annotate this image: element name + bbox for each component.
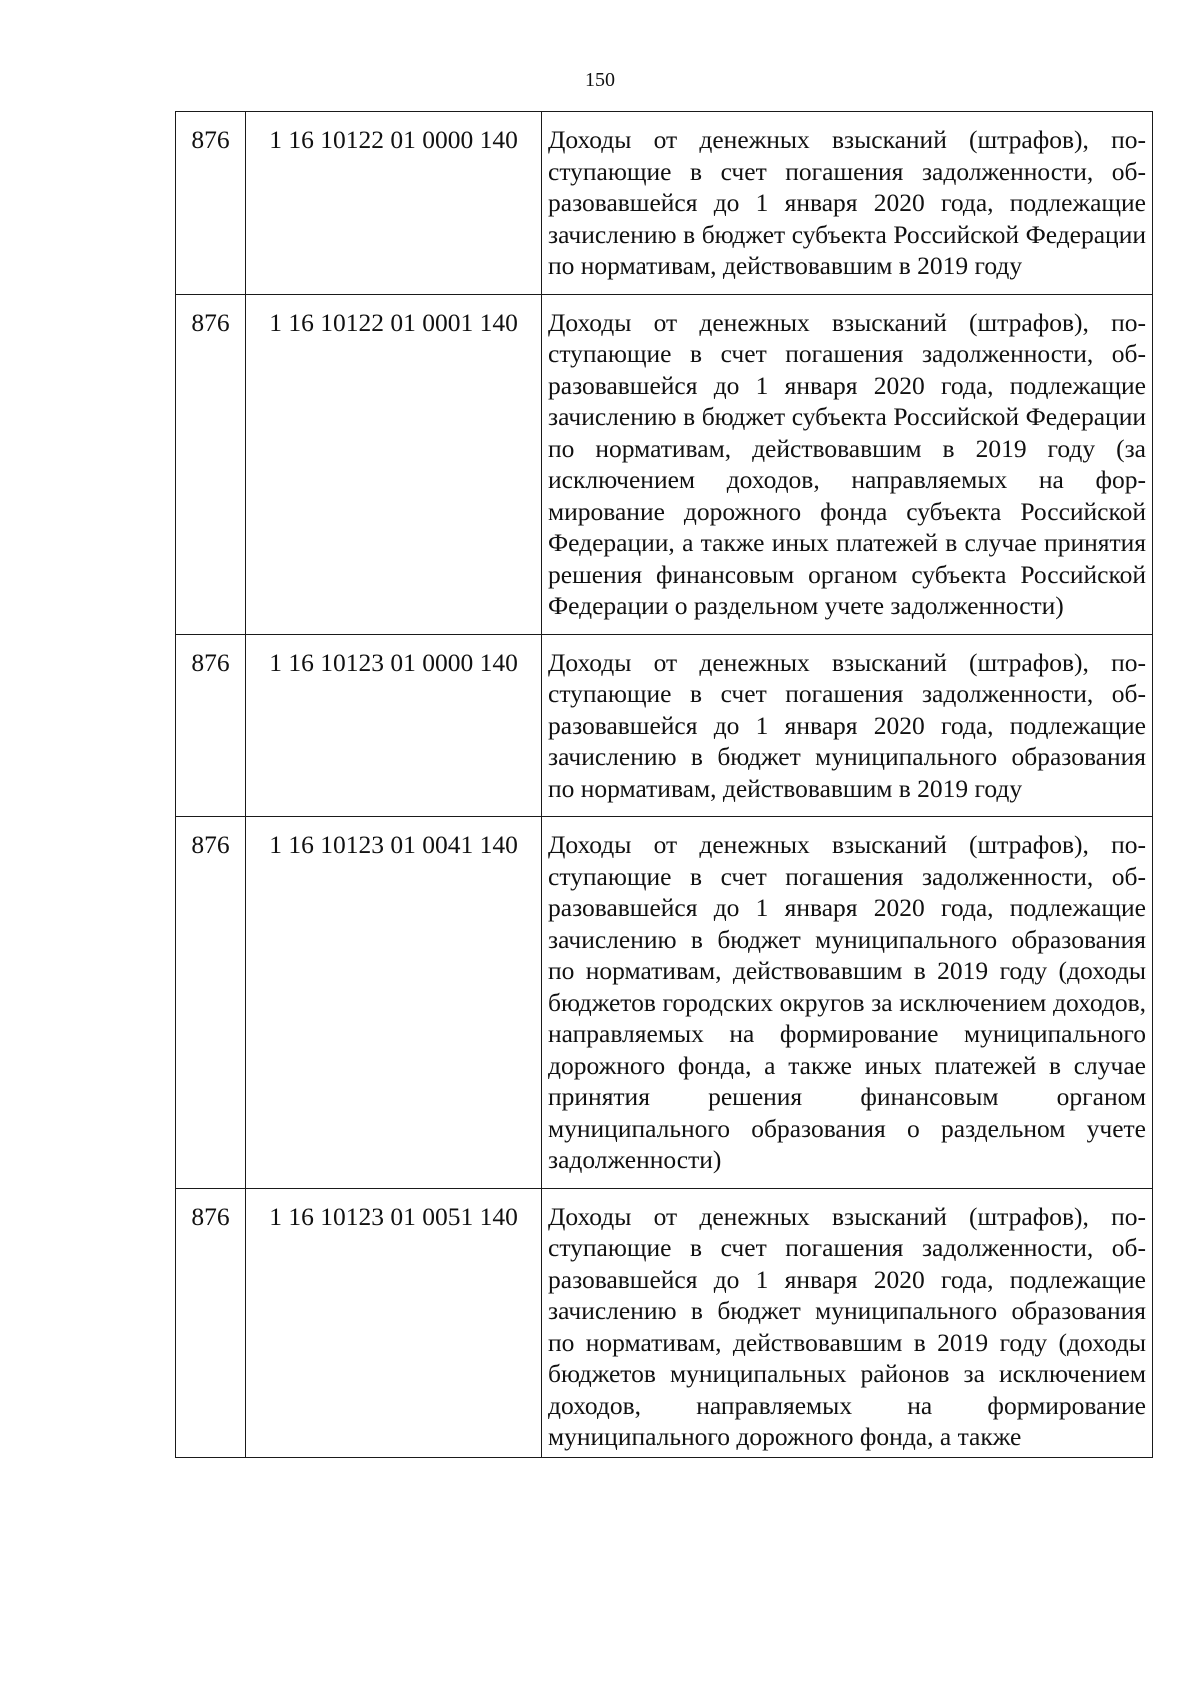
revenue-codes-table	[175, 111, 1153, 1458]
revenue-description-cell: Доходы от денежных взысканий (штрафов), поступающие в счет погашения задолженности, образовавшейся до 1 января 2020 года, подлежащие зачислению в бюджет субъекта Российской Федерации по нормативам, действовавшим в 2019 году	[542, 112, 1153, 295]
admin-code-cell: 876	[176, 634, 246, 817]
revenue-description-cell: Доходы от денежных взысканий (штрафов), поступающие в счет погашения задолженности, образовавшейся до 1 января 2020 года, подлежащие зачислению в бюджет муниципального образования по нормативам, действовавшим в 2019 году (доходы бюджетов муниципальных районов за исключением доходов, направляемых на формирование муниципального дорожного фонда, а также	[542, 1188, 1153, 1457]
admin-code-cell: 876	[176, 1188, 246, 1457]
revenue-description-cell: Доходы от денежных взысканий (штрафов), поступающие в счет погашения задолженности, образовавшейся до 1 января 2020 года, подлежащие зачислению в бюджет муниципального образования по нормативам, действовавшим в 2019 году	[542, 634, 1153, 817]
revenue-description-cell: Доходы от денежных взысканий (штрафов), поступающие в счет погашения задолженности, образовавшейся до 1 января 2020 года, подлежащие зачислению в бюджет субъекта Российской Федерации по нормативам, действовавшим в 2019 году (за исключением доходов, направляемых на формирование дорожного фонда субъекта Российской Федерации, а также иных платежей в случае принятия решения финансовым органом субъекта Российской Федерации о раздельном учете задолженности)	[542, 294, 1153, 634]
table-row	[176, 1188, 1153, 1457]
revenue-description-cell: Доходы от денежных взысканий (штрафов), поступающие в счет погашения задолженности, образовавшейся до 1 января 2020 года, подлежащие зачислению в бюджет муниципального образования по нормативам, действовавшим в 2019 году (доходы бюджетов городских округов за исключением доходов, направляемых на формирование муниципального дорожного фонда, а также иных платежей в случае принятия решения финансовым органом муниципального образования о раздельном учете задолженности)	[542, 817, 1153, 1189]
table-row	[176, 112, 1153, 295]
table-row	[176, 294, 1153, 634]
admin-code-cell: 876	[176, 294, 246, 634]
budget-classification-code-cell: 1 16 10123 01 0051 140	[246, 1188, 542, 1457]
budget-classification-code-cell: 1 16 10122 01 0000 140	[246, 112, 542, 295]
admin-code-cell: 876	[176, 817, 246, 1189]
table-row	[176, 634, 1153, 817]
admin-code-cell: 876	[176, 112, 246, 295]
budget-classification-code-cell: 1 16 10122 01 0001 140	[246, 294, 542, 634]
table-row	[176, 817, 1153, 1189]
budget-classification-code-cell: 1 16 10123 01 0041 140	[246, 817, 542, 1189]
budget-classification-code-cell: 1 16 10123 01 0000 140	[246, 634, 542, 817]
page-number: 150	[585, 69, 615, 91]
